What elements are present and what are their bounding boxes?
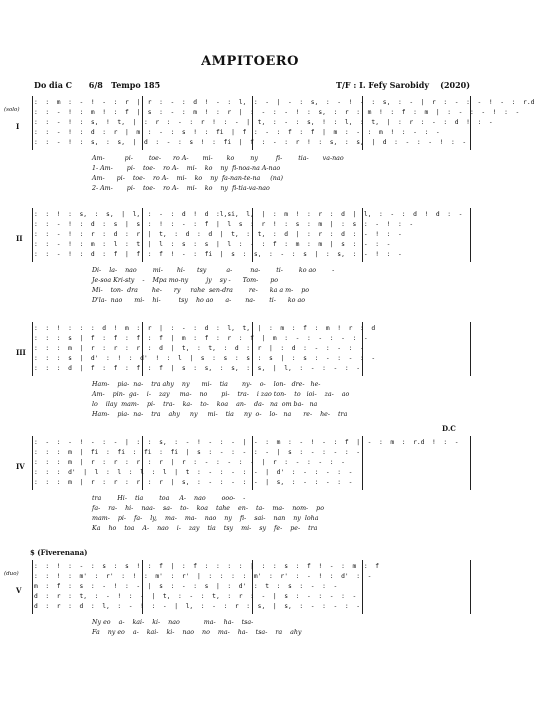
solfa-row: : : : m | r : r : r : r | r : - : - : - | r : - : - : -	[34, 459, 345, 466]
system-label: IV	[16, 462, 25, 471]
lyric-line: Di- la- nao mi- hi- tsy a- na- ti- ko ao -	[92, 267, 335, 274]
lyric-line: Am- pi- toe- ro A- mi- ko ny fa-nan-te-na (na)	[92, 175, 283, 182]
lyric-line: 1- Am- pi- toe- ro A- mi- ko ny fi-noa-na A-nao	[92, 165, 281, 172]
bar-line	[470, 322, 471, 376]
bar-line	[32, 322, 33, 376]
solfa-row: : : : s | d' : ! : d' ! : l | s : s : s : s | : s : - : - : -	[34, 355, 376, 362]
lyric-line: Am- pin- ga- i- zay ma- no pi- tra- i zao ton- to ioi- za- ao	[92, 391, 350, 398]
solfa-row: : : ! : s, : s, | l, : - : d ! d :l,si, l, | : m ! : r : d | l, : - : d ! d : -	[34, 211, 463, 218]
lyric-line: Am- pi- toe- ro A- mi- ko ny fi- tia- va-nao	[92, 155, 344, 162]
bar-line	[32, 436, 33, 490]
year: (2020)	[440, 80, 470, 90]
solfa-row: d : r : t, : - ! : - | t, : - : t, : r : - | s : - : - : -	[34, 593, 357, 600]
solfa-row: : : - ! : s, ! t, | : r : - : r ! : - | t, : - : s, ! : l, : t, | : r : - : d ! : -	[34, 119, 493, 126]
lyric-line: Ny eo a- kai- ki- nao ma- ha- tsa-	[92, 619, 254, 626]
solfa-row: d : r : d : l, : - ! : - | l, : - : r : s, | s, : - : - : -	[34, 603, 361, 610]
solfa-row: : : ! : : : d ! m : r | : - : d : l, t, | : m : f : m ! r : d	[34, 325, 376, 332]
solfa-row: : : : d | f : f : f : f | s : s, : s, : s, | l, : - : - : -	[34, 365, 361, 372]
lyric-line: fa- ra- hi- naa- sa- to- koa tahe en- ta- ma- nom- po	[92, 505, 325, 512]
solfa-row: m : f : s : - ! : - | s : - : s | : d' : t : s : - : -	[34, 583, 338, 590]
solfa-row: : : : s | f : f : f : f | m : f : r : f | m : - : - : - : -	[34, 335, 368, 342]
bar-line	[32, 208, 33, 262]
lyric-line: Ham- pia- na- tra ahy ny mi- tia ny o- lo- na re- he- tra	[92, 411, 348, 418]
lyric-line: mam- pi- fa- ly, ma- ma- nao ny fi- sai- nan ny loha	[92, 515, 319, 522]
solfa-row: : : : d' | l : l : l : l | t : - : - : - | d' : - : - : -	[34, 469, 353, 476]
bar-line	[470, 436, 471, 490]
bar-line	[32, 560, 33, 614]
lyric-line: tra Hi- tia toa A- nao ooo- -	[92, 495, 246, 502]
tempo: Tempo 185	[111, 80, 161, 90]
solfa-row: : : - ! : s, : s, | d : - : s ! : fi | f : - : r ! : s, : s, | d : - : - ! : -	[34, 139, 467, 146]
lyric-line: Fa ny eo a- kai- ki- nao no ma- ha- tsa- ra ahy	[92, 629, 302, 636]
segno-sign: $ (Fiverenana)	[30, 548, 88, 557]
voice-note: (duo)	[4, 571, 19, 577]
credits	[336, 80, 470, 90]
solfa-row: : : ! : - : s : s ! : f | : f : : : : | : : s : f ! - : m : f	[34, 563, 379, 570]
system-label: V	[16, 586, 22, 595]
system-label: I	[16, 122, 20, 131]
system-label: II	[16, 234, 23, 243]
lyric-line: Ham- pia- na- tra ahy ny mi- tia ny- o- lon- dre- he-	[92, 381, 321, 388]
solfa-row: : : - ! : d : f | f : f ! - : fi | s : s, : - : s | : s, : - ! : -	[34, 251, 402, 258]
bar-line	[470, 560, 471, 614]
solfa-row: : : - ! : d : r | m : - : s ! : fi | f : - : f : f | m : - : m ! : - : -	[34, 129, 440, 136]
bar-line	[32, 96, 33, 150]
meter: 6/8	[88, 80, 103, 90]
bar-line	[470, 208, 471, 262]
solfa-row: : : - ! : r : d : r | t, : d : d | t, : t, : d | : r : d : - ! : -	[34, 231, 402, 238]
lyric-line: 2- Am- pi- toe- ro A- mi- ko ny fi-tia-va-nao	[92, 185, 270, 192]
solfa-row: : : - ! : m : l : t | l : s : s | l : - : f : m : m | s : - : -	[34, 241, 391, 248]
solfa-row: : - : - ! - : - | : : s, : - ! - : - | - : m : - ! - : f | - : m : r.d ! : -	[34, 439, 459, 446]
composer: T/F : I. Fefy Sarobidy	[336, 80, 430, 90]
solfa-row: : : : m | r : r : r : d | t, : t, : d : r | : d : - : - : -	[34, 345, 364, 352]
song-title: AMPITOERO	[201, 54, 299, 69]
song-meta	[34, 80, 470, 92]
lyric-line: lo ilay mam- pi- tra- ka- to- koa an- da- na om ba- na	[92, 401, 318, 408]
solfa-row: : : ! : m' : r' : ! : m' : r' | : : : : m' : r' : - ! : d' : -	[34, 573, 372, 580]
lyric-line: Ka ho toa A- nao i- zay tia tsy mi- sy fe- pe- tra	[92, 525, 318, 532]
solfa-row: : : : m | fi : fi : fi : fi | s : - : - : - | s : - : - : -	[34, 449, 361, 456]
da-capo-mark: D.C	[442, 424, 456, 433]
solfa-row: : : - ! : d : s | s : ! : - : f | l s : r ! : s : m | : s : - ! : -	[34, 221, 414, 228]
system-label: III	[16, 348, 26, 357]
key-signature: Do dia C	[34, 80, 73, 90]
solfa-row: : : m : - ! - : r | r : - : d ! - : l, : - | - : s, : - ! - : s, : - | r : - : - ! - : r.d	[34, 99, 534, 106]
voice-note: (solo)	[4, 107, 20, 113]
solfa-row: : : : m | r : r : r : r | s, : - : - : - | s, : - : - : -	[34, 479, 353, 486]
solfa-row: : : - ! : m ! : f | s : - : m ! : r | : - : - ! : s, : r : m ! : f : m | : - : - ! : -	[34, 109, 520, 116]
key-tempo	[34, 80, 160, 90]
lyric-line: Je-soa Kri-sty - Mpa mo-ny jy sy - Tom- po	[92, 277, 279, 284]
lyric-line: D'la- nao mi- hi- tsy ho ao a- na- ti- ko ao	[92, 297, 306, 304]
lyric-line: Mi- ton- dra he- ry rahe sen-dra re- ka a m- po	[92, 287, 310, 294]
